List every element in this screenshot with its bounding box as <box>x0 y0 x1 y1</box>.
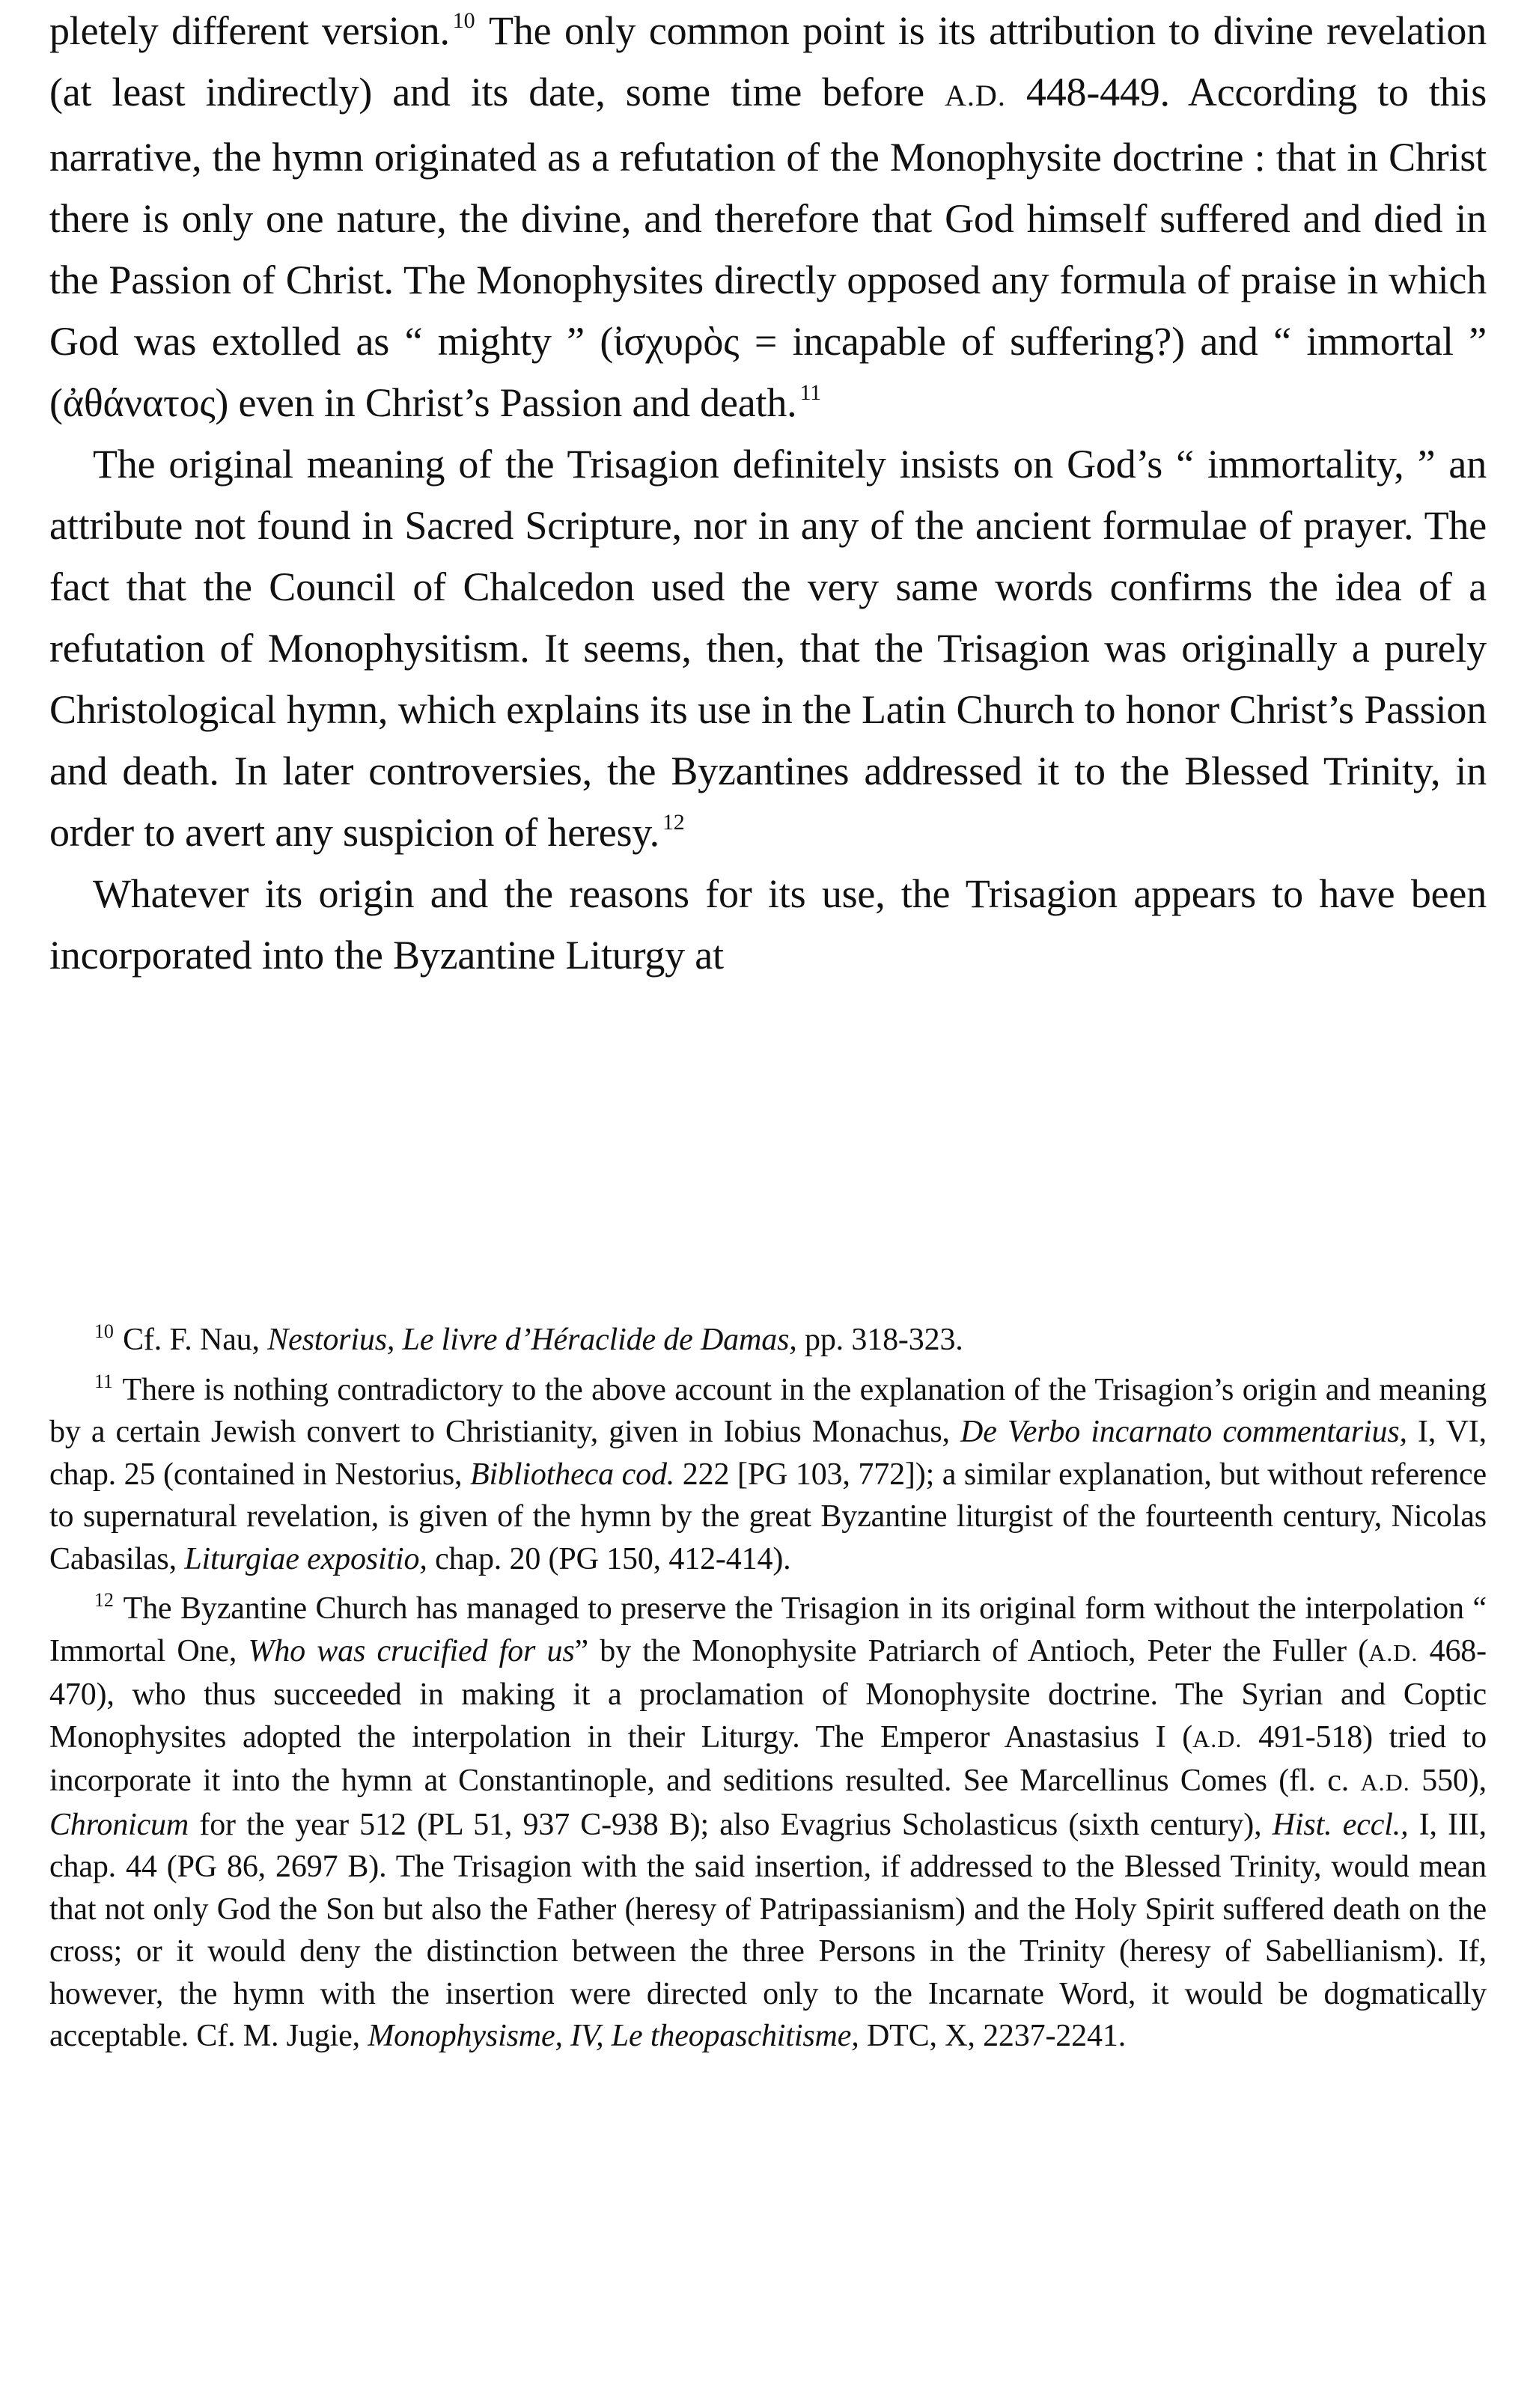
work-title: De Verbo incarnato commentarius, <box>960 1415 1407 1449</box>
footnote-text: The Byzantine Church has managed to preserve the Trisagion in its original form without the interpolation “ Immortal One, <box>49 1591 1487 1668</box>
era-marker: A.D. <box>945 79 1006 112</box>
footnote-12 <box>49 1588 1487 2058</box>
work-title: Nestorius, Le livre d’Héraclide de Damas, <box>267 1323 797 1357</box>
footnote-text: I, III, chap. 44 (PG 86, 2697 B). The Trisagion with the said insertion, if addressed to the Blessed Trinity, would mean that not only God the Son but also the Father (heresy of Patripassianism) and the Holy Spirit suffered death on the cross; or it would deny the distinction between the three Persons in the Trinity (heresy of Sabellianism). If, however, the hymn with the insertion were directed only to the Incarnate Word, it would be dogmatically acceptable. Cf. M. Jugie, <box>49 1807 1487 2053</box>
footnote-text: I, VI, chap. 25 (contained in Nestorius, <box>49 1415 1487 1492</box>
era-marker: A.D. <box>1192 1725 1243 1752</box>
footnote-11 <box>49 1369 1487 1581</box>
footnote-number: 10 <box>94 1320 114 1342</box>
footnote-number: 11 <box>94 1370 113 1392</box>
paragraph-2 <box>49 433 1487 863</box>
footnote-ref-11[interactable]: 11 <box>799 380 821 405</box>
paragraph-3: Whatever its origin and the reasons for its use, the Trisagion appears to have been incorporated into the Byzantine Liturgy at <box>49 871 1487 978</box>
paragraph-1-rest: 448-449. According to this narrative, the hymn originated as a refutation of the Monophysite doctrine : that in Christ there is only one nature, the divine, and therefore that God himself suffered and died in the Passion of Christ. The Monophysites directly opposed any formula of praise in which God was extolled as “ mighty ” (ἰσχυρὸς = incapable of suffering?) and “ immortal ” (ἀθάνατος) even in Christ’s Passion and death. <box>49 70 1487 425</box>
footnote-10 <box>49 1319 1487 1362</box>
book-page <box>49 0 1487 2053</box>
era-marker: A.D. <box>1360 1769 1410 1796</box>
footnote-text: 222 [PG 103, 772]); a similar explanation, but without reference to supernatural revelation, is given of the hymn by the great Byzantine liturgist of the fourteenth century, Nicolas Cabasilas, <box>49 1457 1487 1576</box>
paragraph-1-text: The only common point is its attribution to divine revelation (at least indirectly) and its date, some time before <box>49 8 1487 115</box>
footnote-text: 550), <box>1421 1764 1487 1798</box>
footnote-text: chap. 20 (PG 150, 412-414). <box>435 1541 791 1576</box>
paragraph-1 <box>49 0 1487 433</box>
footnote-text: 468-470), who thus succeeded in making it a proclamation of Monophysite doctrine. The Syrian and Coptic Monophysites adopted the interpolation in their Liturgy. The Emperor Anastasius I ( <box>49 1633 1487 1755</box>
footnote-text: ” by the Monophysite Patriarch of Antioch, Peter the Fuller ( <box>574 1633 1369 1668</box>
paragraph-2-text: The original meaning of the Trisagion definitely insists on God’s “ immortality, ” an attribute not found in Sacred Scripture, nor in any of the ancient formulae of prayer. The fact that the Council of Chalcedon used the very same words confirms the idea of a refutation of Monophysitism. It seems, then, that the Trisagion was originally a purely Christological hymn, which explains its use in the Latin Church to honor Christ’s Passion and death. In later controversies, the Byzantines addressed it to the Blessed Trinity, in order to avert any suspicion of heresy. <box>49 442 1487 855</box>
work-title: Hist. eccl., <box>1272 1807 1409 1842</box>
work-title: Liturgiae expositio, <box>184 1541 427 1576</box>
footnote-text: pp. 318-323. <box>804 1323 963 1357</box>
era-marker: A.D. <box>1368 1639 1418 1666</box>
quoted-phrase: Who was crucified for us <box>248 1633 575 1668</box>
main-text <box>49 0 1487 986</box>
footnotes <box>49 1319 1487 2058</box>
paragraph-1-start: pletely different version. <box>49 8 450 53</box>
footnote-text: DTC, X, 2237-2241. <box>866 2019 1127 2053</box>
work-title: Monophysisme, IV, Le theopaschitisme, <box>368 2019 859 2053</box>
footnote-text: There is nothing contradictory to the above account in the explanation of the Trisagion’s origin and meaning by a certain Jewish convert to Christianity, given in Iobius Monachus, <box>49 1372 1487 1449</box>
footnote-ref-10[interactable]: 10 <box>452 8 475 33</box>
footnote-text: Cf. F. Nau, <box>123 1323 260 1357</box>
footnote-number: 12 <box>94 1589 114 1611</box>
work-title: Bibliotheca cod. <box>470 1457 675 1492</box>
footnote-text: 491-518) tried to incorporate it into the hymn at Constantinople, and seditions resulted. See Marcellinus Comes (fl. c. <box>49 1719 1487 1798</box>
work-title: Chronicum <box>49 1807 189 1842</box>
footnote-text: for the year 512 (PL 51, 937 C-938 B); also Evagrius Scholasticus (sixth century), <box>199 1807 1262 1842</box>
footnote-ref-12[interactable]: 12 <box>662 810 685 835</box>
